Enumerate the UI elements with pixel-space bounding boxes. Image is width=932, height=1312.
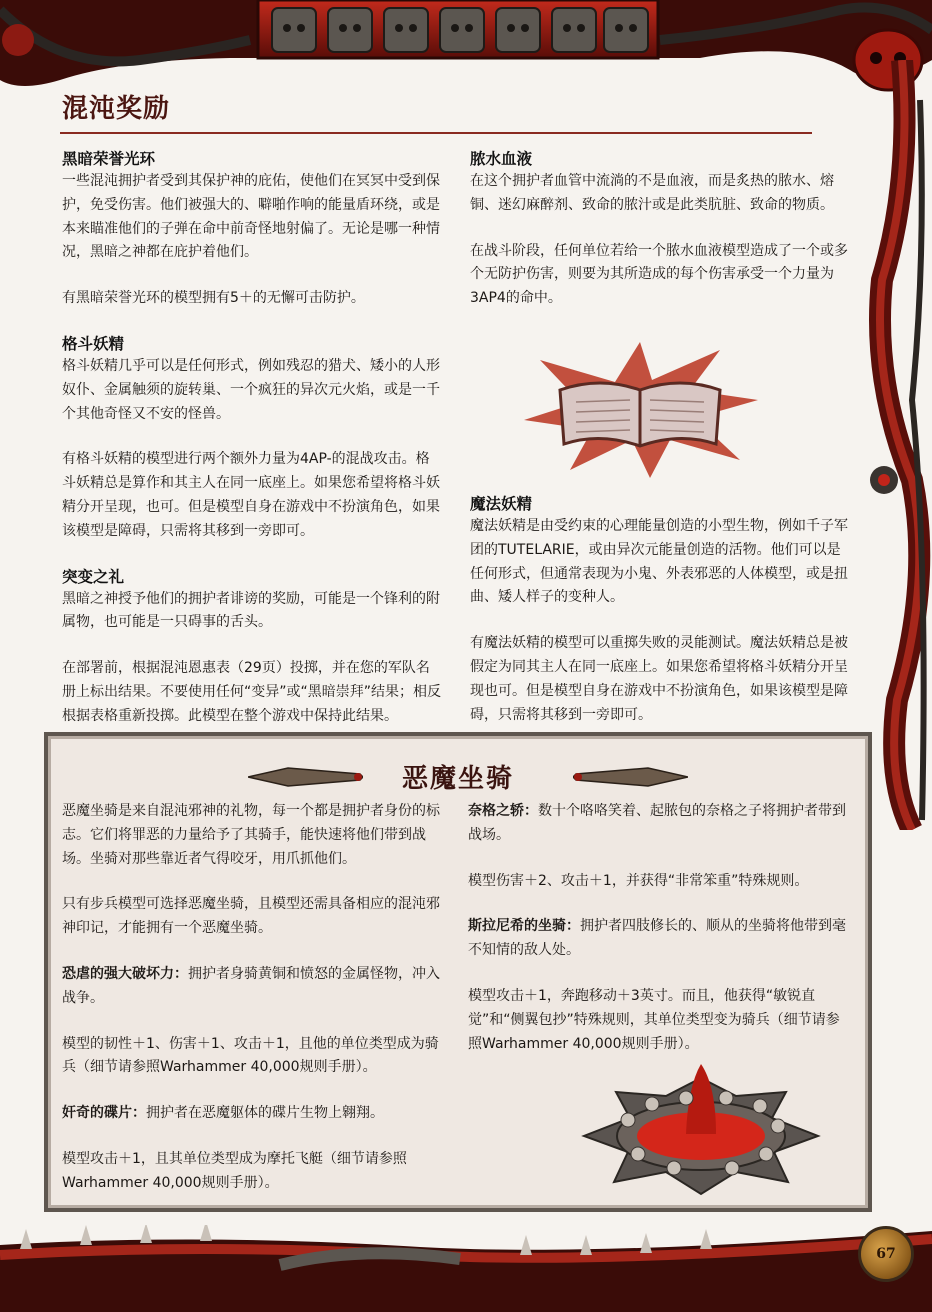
box-paragraph <box>468 800 848 848</box>
section-ichor-blood <box>470 148 850 311</box>
section-paragraph: 魔法妖精是由受约束的心理能量创造的小型生物，例如千子军团的TUTELARIE，或由异次元能量创造的活物。他们可以是任何形式，但通常表现为小鬼、外表邪恶的人体模型，或是扭曲、矮人样子的变种人。 <box>470 517 848 606</box>
section-heading: 魔法妖精 <box>470 494 533 513</box>
box-paragraph <box>468 985 848 1056</box>
box-paragraph <box>468 870 848 894</box>
box-paragraph-text: 模型伤害＋2、攻击＋1，并获得“非常笨重”特殊规则。 <box>468 872 809 889</box>
section-paragraph: 在部署前，根据混沌恩惠表（29页）投掷，并在您的军队名册上标出结果。不要使用任何“变异”或“黑暗崇拜”结果；相反根据表格重新投掷。此模型在整个游戏中保持此结果。 <box>62 660 442 724</box>
right-frame-ornament <box>842 60 932 830</box>
bottom-frame-ornament <box>0 1225 932 1312</box>
box-paragraph <box>468 915 848 963</box>
section-heading: 格斗妖精 <box>62 334 125 353</box>
grimoire-illustration <box>520 340 760 480</box>
top-frame-ornament <box>0 0 932 92</box>
section-spell-familiar <box>470 493 850 727</box>
section-paragraph: 在战斗阶段，任何单位若给一个脓水血液模型造成了一个或多个无防护伤害，则要为其所造成的每个伤害承受一个力量为3AP4的命中。 <box>470 242 848 307</box>
section-heading: 脓水血液 <box>470 150 533 168</box>
daemonic-mount-box <box>44 732 872 1212</box>
box-paragraph-text: 模型攻击＋1，且其单位类型成为摩托飞艇（细节请参照Warhammer 40,000规则手册）。 <box>62 1150 407 1191</box>
box-paragraph-text: 拥护者身骑黄铜和愤怒的金属怪物，冲入战争。 <box>62 965 440 1006</box>
box-paragraph-lead: 恐虐的强大破坏力： <box>62 965 188 982</box>
box-paragraph-text: 模型攻击＋1，奔跑移动＋3英寸。而且，他获得“敏锐直觉”和“侧翼包抄”特殊规则，其单位类型变为骑兵（细节请参照Warhammer 40,000规则手册）。 <box>468 987 840 1052</box>
box-paragraph-text: 恶魔坐骑是来自混沌邪神的礼物，每一个都是拥护者身份的标志。它们将罪恶的力量给予了其骑手，能快速将他们带到战场。坐骑对那些靠近者气得咬牙，用爪抓他们。 <box>62 803 440 867</box>
box-paragraph-text: 拥护者四肢修长的、顺从的坐骑将他带到毫不知情的敌人处。 <box>468 918 846 959</box>
title-divider <box>60 132 812 134</box>
left-column <box>62 148 442 751</box>
section-heading: 黑暗荣誉光环 <box>62 150 156 168</box>
blood-altar-illustration <box>576 1056 826 1196</box>
section-paragraph: 黑暗之神授予他们的拥护者诽谤的奖励，可能是一个锋利的附属物，也可能是一只碍事的舌头。 <box>62 590 440 631</box>
box-paragraph <box>62 893 452 941</box>
box-paragraph-text: 数十个咯咯笑着、起脓包的奈格之子将拥护者带到战场。 <box>468 803 846 843</box>
page-title: 混沌奖励 <box>62 94 171 124</box>
box-paragraph <box>62 1033 452 1081</box>
box-paragraph <box>62 1148 452 1196</box>
section-mutation-gift <box>62 566 442 729</box>
section-paragraph: 有格斗妖精的模型进行两个额外力量为4AP-的混战攻击。格斗妖精总是算作和其主人在同一底座上。如果您希望将格斗妖精分开呈现，也可。但是模型自身在游戏中不扮演角色，如果该模型是障碍，只需将其移到一旁即可。 <box>62 451 440 539</box>
box-paragraph-text: 模型的韧性＋1、伤害＋1、攻击＋1，且他的单位类型成为骑兵（细节请参照Warhammer 40,000规则手册）。 <box>62 1035 439 1076</box>
section-combat-familiar <box>62 333 442 544</box>
box-left-column <box>62 800 452 1218</box>
box-paragraph-text: 只有步兵模型可选择恶魔坐骑，且模型还需具备相应的混沌邪神印记，才能拥有一个恶魔坐骑。 <box>62 896 440 937</box>
section-paragraph: 有魔法妖精的模型可以重掷失败的灵能测试。魔法妖精总是被假定为同其主人在同一底座上。如果您希望将格斗妖精分开呈现也可。但是模型自身在游戏中不扮演角色，如果该模型是障碍，只需将其移到一旁即可。 <box>470 635 848 723</box>
section-paragraph: 在这个拥护者血管中流淌的不是血液，而是炙热的脓水、熔铜、迷幻麻醉剂、致命的脓汁或是此类肮脏、致命的物质。 <box>470 173 834 213</box>
box-right-column <box>468 800 848 1078</box>
box-title: 恶魔坐骑 <box>401 764 514 794</box>
box-paragraph <box>62 800 452 871</box>
section-paragraph: 一些混沌拥护者受到其保护神的庇佑，使他们在冥冥中受到保护，免受伤害。他们被强大的、噼啪作响的能量盾环绕，或是本来瞄准他们的子弹在命中前奇怪地射偏了。无论是哪一种情况，黑暗之神都在庇护着他们。 <box>62 173 440 261</box>
box-paragraph-lead: 奈格之轿： <box>468 803 538 819</box>
section-heading: 突变之礼 <box>62 567 125 586</box>
section-paragraph: 格斗妖精几乎可以是任何形式，例如残忍的猎犬、矮小的人形奴仆、金属触须的旋转巢、一个疯狂的异次元火焰，或是一千个其他奇怪又不安的怪兽。 <box>62 357 440 422</box>
section-dark-glory <box>62 148 442 311</box>
section-paragraph: 有黑暗荣誉光环的模型拥有5＋的无懈可击防护。 <box>62 290 365 307</box>
page-number: 67 <box>858 1226 914 1282</box>
box-paragraph-lead: 奸奇的碟片： <box>62 1105 146 1122</box>
box-paragraph <box>62 1102 452 1126</box>
box-paragraph-lead: 斯拉尼希的坐骑： <box>468 918 580 935</box>
box-paragraph <box>62 963 452 1011</box>
box-paragraph-text: 拥护者在恶魔躯体的碟片生物上翱翔。 <box>146 1105 384 1122</box>
